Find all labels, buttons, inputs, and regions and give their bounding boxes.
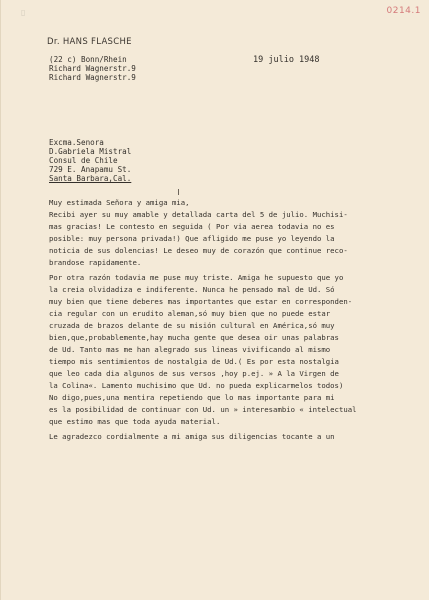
recipient-line: 729 E. Anapamu St.	[49, 165, 132, 174]
body-line: Le agradezco cordialmente a mi amiga sus diligencias tocante a un	[49, 432, 335, 441]
body-line: Muy estimada Señora y amiga mia,	[49, 198, 190, 207]
body-line: Por otra razón todavia me puse muy triste. Amiga he supuesto que yo	[49, 273, 344, 282]
body-line: que leo cada dia algunos de sus versos ,hoy p.ej. » A la Virgen de	[49, 369, 339, 378]
archive-stamp-mark: ▯	[21, 8, 26, 17]
body-line: posible: muy persona privada!) Que afligido me puse yo leyendo la	[49, 234, 335, 243]
archive-id: 0214.1	[386, 6, 421, 16]
sender-address-line: Richard Wagnerstr.9	[49, 73, 136, 82]
body-line: muy bien que tiene deberes mas importantes que estar en corresponden-	[49, 297, 353, 306]
sender-address-line: Richard Wagnerstr.9	[49, 64, 136, 73]
body-line: de Ud. Tanto mas me han alegrado sus lineas vivificando al mismo	[49, 345, 331, 354]
letter-date: 19 julio 1948	[253, 55, 320, 65]
body-line: No digo,pues,una mentira repetiendo que lo mas importante para mi	[49, 393, 335, 402]
recipient-line: D.Gabriela Mistral	[49, 147, 132, 156]
body-line: brandose rapidamente.	[49, 258, 142, 267]
recipient-line: Excma.Senora	[49, 138, 104, 147]
pencil-mark	[178, 189, 179, 195]
recipient-line: Santa Barbara,Cal.	[49, 174, 132, 183]
body-line: Recibi ayer su muy amable y detallada carta del 5 de julio. Muchisi-	[49, 210, 348, 219]
body-line: noticia de sus dolencias! Le deseo muy de corazón que continue reco-	[49, 246, 348, 255]
body-line: cia regular con un erudito aleman,só muy bien que no puede estar	[49, 309, 331, 318]
body-line: es la posibilidad de continuar con Ud. un » interesambio « intelectual	[49, 405, 357, 414]
body-line: bien,que,probablemente,hay mucha gente que desea oir unas palabras	[49, 333, 339, 342]
recipient-line: Consul de Chile	[49, 156, 118, 165]
body-line: tiempo mis sentimientos de nostalgia de Ud.( Es por esta nostalgia	[49, 357, 339, 366]
body-line: la Colina«. Lamento muchisimo que Ud. no pueda explicarmelos todos)	[49, 381, 344, 390]
body-line: cruzada de brazos delante de su misión cultural en América,só muy	[49, 321, 335, 330]
body-line: mas gracias! Le contesto en seguida ( Por via aerea todavia no es	[49, 222, 335, 231]
sender-address-line: (22 c) Bonn/Rhein	[49, 55, 127, 64]
body-line: que estimo mas que toda ayuda material.	[49, 417, 221, 426]
letterhead: Dr. HANS FLASCHE	[47, 37, 132, 47]
body-line: la creia olvidadiza e indiferente. Nunca he pensado mal de Ud. Só	[49, 285, 335, 294]
